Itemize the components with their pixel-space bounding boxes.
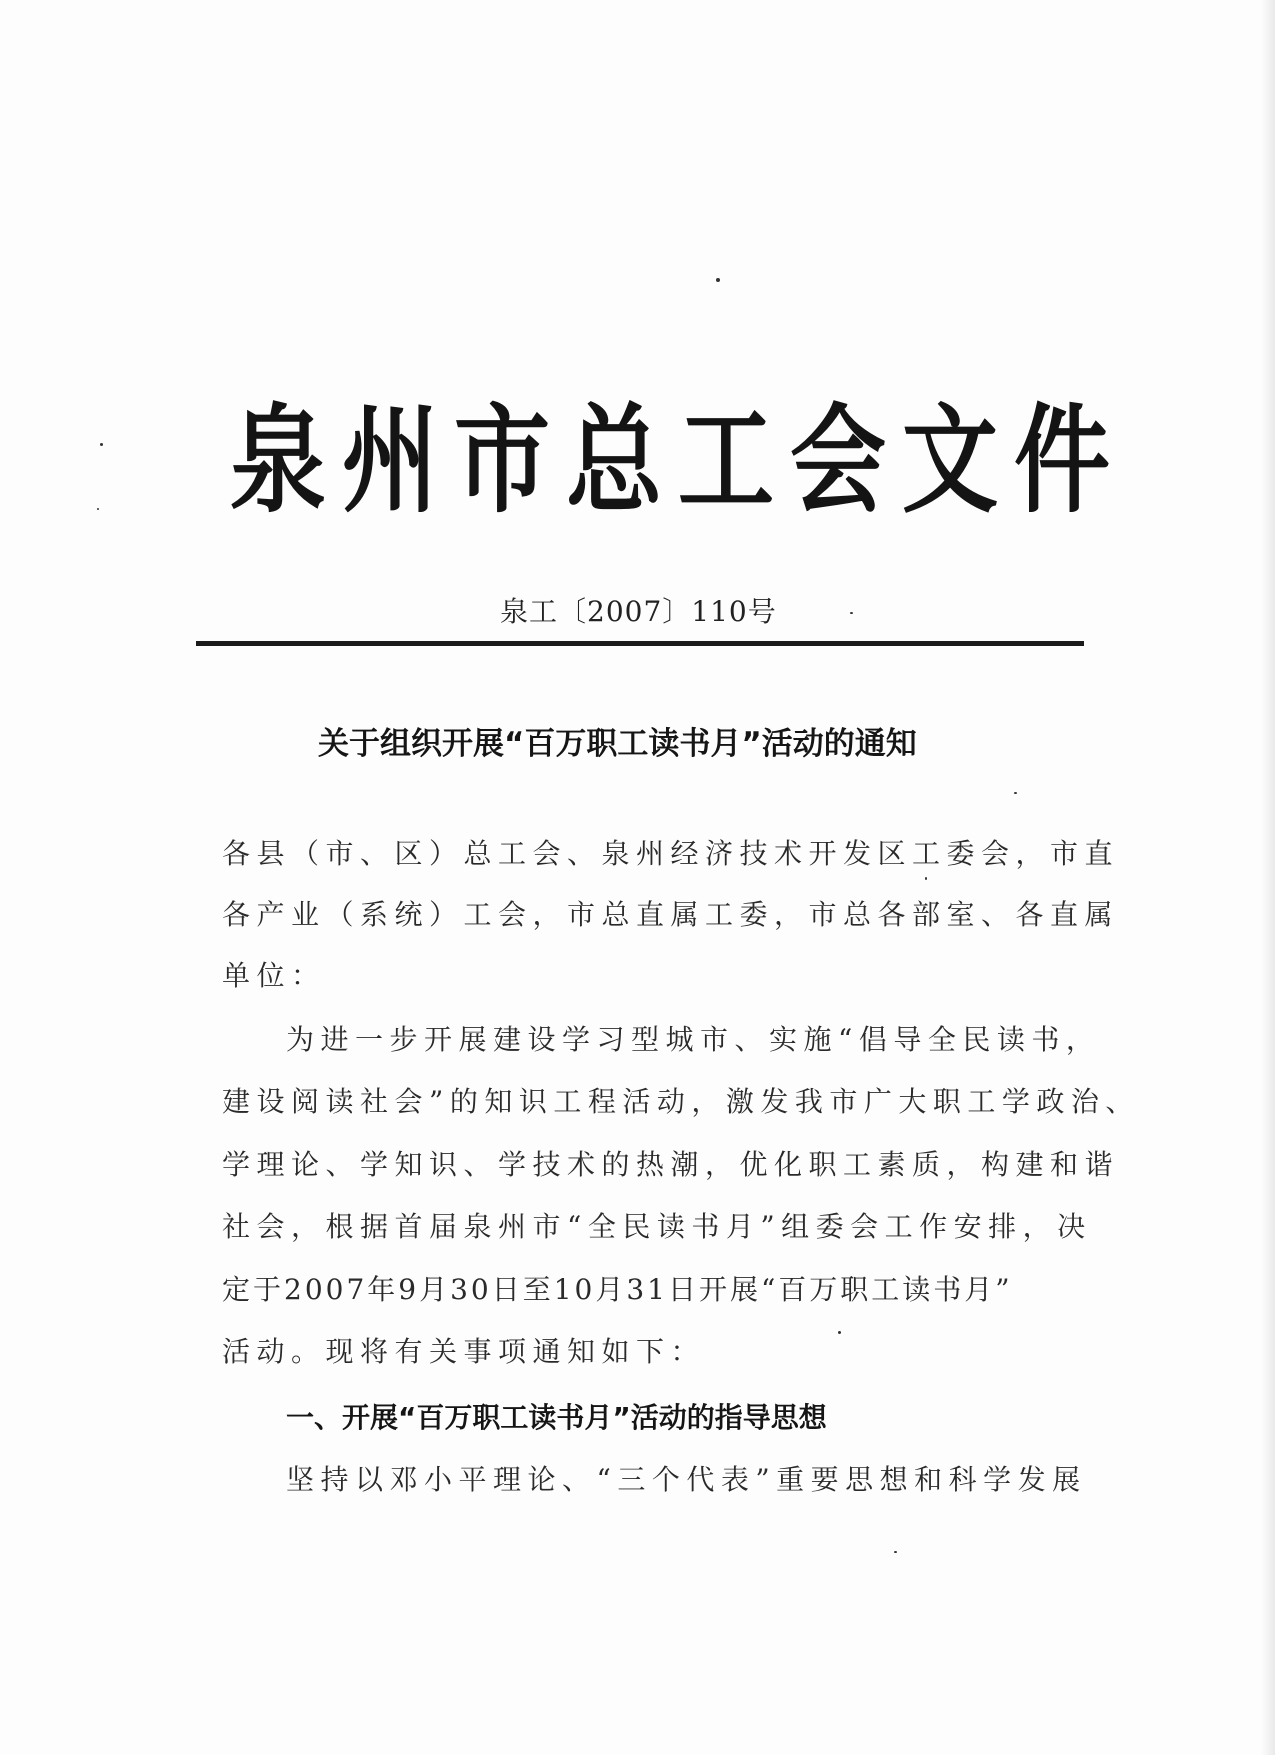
notice-title: 关于组织开展“百万职工读书月”活动的通知	[318, 726, 917, 762]
body-line: 坚持以邓小平理论、“三个代表”重要思想和科学发展	[286, 1463, 1087, 1496]
scan-speck	[894, 1551, 897, 1553]
scan-edge-shadow	[1261, 0, 1275, 1755]
scan-speck	[838, 1331, 841, 1334]
body-line: 活动。现将有关事项通知如下：	[222, 1335, 706, 1368]
scan-speck	[1014, 792, 1017, 794]
body-line: 定于2007年9月30日至10月31日开展“百万职工读书月”	[222, 1273, 1013, 1306]
scan-speck	[97, 508, 99, 510]
body-line: 社会，根据首届泉州市“全民读书月”组委会工作安排，决	[222, 1210, 1092, 1243]
body-line: 单位：	[222, 959, 326, 992]
scan-speck	[716, 278, 720, 282]
body-line: 各产业（系统）工会，市总直属工委，市总各部室、各直属	[222, 898, 1120, 931]
body-line: 各县（市、区）总工会、泉州经济技术开发区工委会，市直	[222, 837, 1120, 870]
scan-speck	[925, 877, 927, 880]
section-heading: 一、开展“百万职工读书月”活动的指导思想	[286, 1401, 827, 1434]
header-divider-line	[196, 641, 1084, 646]
body-line: 学理论、学知识、学技术的热潮，优化职工素质，构建和谐	[222, 1148, 1120, 1181]
body-line: 建设阅读社会”的知识工程活动，激发我市广大职工学政治、	[222, 1085, 1140, 1118]
body-line: 为进一步开展建设学习型城市、实施“倡导全民读书，	[286, 1023, 1101, 1056]
scan-speck	[850, 612, 853, 614]
scan-speck	[100, 443, 103, 446]
issuer-header-title: 泉州市总工会文件	[230, 392, 1126, 530]
document-number: 泉工〔2007〕110号	[500, 595, 777, 628]
